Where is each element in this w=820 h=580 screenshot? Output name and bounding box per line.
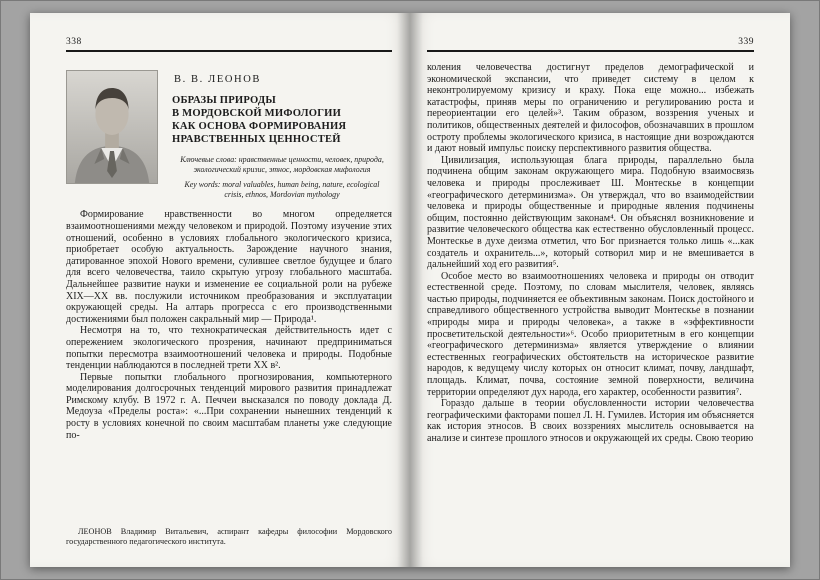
article-body-left [66,209,392,441]
header-rule-right [427,50,754,52]
paragraph: Особое место во взаимоотношениях человека и природы он отводит естественной среде. Поэтому, по словам мыслителя, человек, являясь частью природы, подчиняется ее объективным законам. Поиск достойного и справедливого общественного устройства выводит Монтескье в познании «природы мира и природы человека», а также в «эффективности просветительской деятельности»⁶. Особо приоритетным в его концепции «географического детерминизма» является утверждение о влиянии естественных географических обстоятельств на историческое развитие народов, к ведущему числу которых он относит климат, почву, ландшафт, площадь. Климат, почва, состояние земной поверхности, величина территории определяют дух народа, его характер, особенности развития⁷. [427,270,754,398]
author-photo [66,70,158,184]
article-body-right [427,62,754,445]
article-head [66,70,392,199]
paragraph: коления человечества достигнут пределов демографической и экономической экспансии, что приведет систему в целом к неконтролируемому кризису и краху. Пока еще можно... избежать катастрофы, приняв меры по ограничению и регулированию роста и переориентации его целей»³. Таким образом, воззрения ученых и политиков, общественных деятелей и философов, обозначавших в прошлом остроту проблемы экологического кризиса, в настоящие дни возрождаются и дают новый импульс поиску перспективного развития общества. [427,62,754,155]
book-spread [30,13,790,567]
article-title-line: КАК ОСНОВА ФОРМИРОВАНИЯ [172,121,347,132]
author-portrait-graphic [67,71,157,183]
keywords-english: Key words: moral valuables, human being, nature, ecological crisis, ethnos, Mordovian mythology [184,180,380,199]
page-header-left [66,37,392,52]
paragraph: Первые попытки глобального прогнозирования, компьютерного моделирования долгосрочных тенденций мирового развития принадлежат Римскому клубу. В 1972 г. А. Печчеи высказался по поводу доклада Д. Медоуза «Пределы роста»: «...При сохранении нынешних тенденций к росту в условиях конечной по своим масштабам планеты уже следующие по- [66,371,392,441]
author-name: В. В. ЛЕОНОВ [174,74,261,85]
page-right [410,13,790,567]
paragraph: Несмотря на то, что технократическая действительность идет с опережением экологического прозрения, начинают предприниматься попытки пересмотра взаимоотношений человека и природы. Подобные тенденции наблюдаются в последней трети XX в². [66,325,392,372]
paragraph: Формирование нравственности во многом определяется взаимоотношениями между человеком и природой. Поэтому изучение этих отношений, особенно в условиях глобального экологического кризиса, приобретает особую актуальность. Зарождение научного знания, датированное эпохой Нового времени, сулившее светлое будущее и благо для всего человечества, таило скрытую угрозу глобального масштаба. Дальнейшее развитие науки и изменение ее социальной роли на рубеже XIX—XX вв. послужили источником преобразования и эксплуатации окружающей среды. На алтарь прогресса с его производственными достижениями был положен сакральный мир — Природа¹. [66,209,392,325]
article-title-line: НРАВСТВЕННЫХ ЦЕННОСТЕЙ [172,134,341,145]
author-footnote: ЛЕОНОВ Владимир Витальевич, аспирант кафедры философии Мордовского государственного педагогического института. [66,527,392,547]
page-header-right [427,37,754,52]
page-left [30,13,410,567]
article-title-line: ОБРАЗЫ ПРИРОДЫ [172,95,276,106]
paragraph: Цивилизация, использующая блага природы, параллельно была подчинена общим законам окружающего мира. Подобную взаимосвязь человека и природы прослеживает Ш. Монтескье в концепции «географического детерминизма». Он утверждал, что во взаимодействии человека и природы общественные и природные явления подчинены общим, постоянно действующим законам⁴. Он объяснял возникновение и развитие человеческого общества как естественно обусловленный процесс. Монтескье в духе деизма отметил, что Бог признается только лишь «...как создатель и охранитель...», который сотворил мир и не вмешивается в дальнейший ход его развития⁵. [427,154,754,271]
article-title-block [172,70,392,199]
keywords-russian: Ключевые слова: нравственные ценности, человек, природа, экологический кризис, этнос, мордовская мифология [180,155,384,174]
article-title-line: В МОРДОВСКОЙ МИФОЛОГИИ [172,108,342,119]
header-rule-left [66,50,392,52]
page-number-right: 339 [738,37,754,47]
page-number-left: 338 [66,37,82,47]
paragraph: Гораздо дальше в теории обусловленности истории человечества географическими факторами пошел Л. Н. Гумилев. История им объясняется как история этносов. В своих воззрениях мыслитель основывается на анализе и синтезе прошлого этносов и окружающей их среды. Свою теорию [427,398,754,444]
